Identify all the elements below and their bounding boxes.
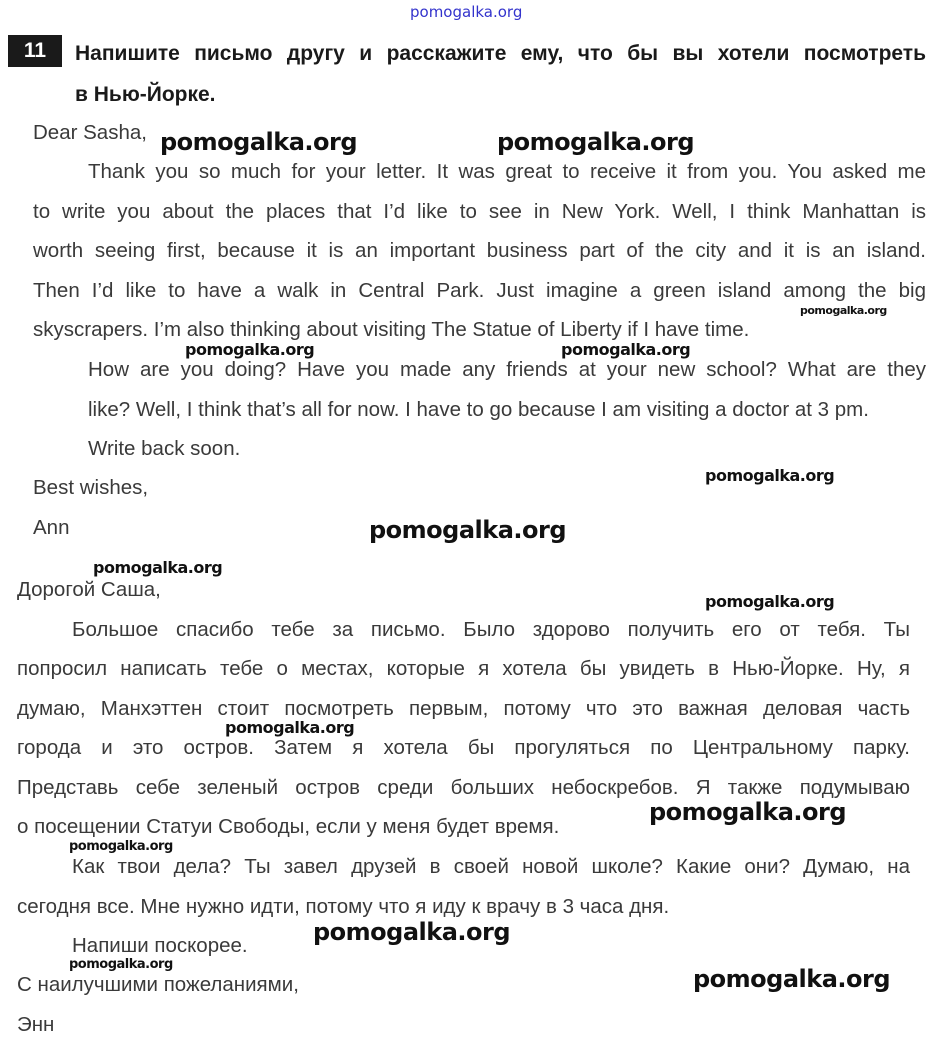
watermark: pomogalka.org [225, 718, 355, 737]
russian-line: о посещении Статуи Свободы, если у меня будет время. [17, 815, 560, 838]
watermark: pomogalka.org [705, 466, 835, 485]
watermark: pomogalka.org [649, 798, 847, 826]
russian-line: попросил написать тебе о местах, которые я хотела бы увидеть в Нью-Йорке. Ну, я [17, 657, 910, 680]
watermark: pomogalka.org [185, 340, 315, 359]
task-title-cont: в Нью-Йорке. [75, 83, 216, 106]
russian-line: С наилучшими пожеланиями, [17, 973, 299, 996]
task-title: Напишите письмо другу и расскажите ему, что бы вы хотели посмотреть [75, 42, 926, 65]
english-line: worth seeing first, because it is an important business part of the city and it is an island. [33, 239, 926, 262]
watermark: pomogalka.org [69, 957, 173, 972]
english-line: Ann [33, 516, 70, 539]
watermark: pomogalka.org [160, 128, 358, 156]
english-line: Thank you so much for your letter. It was great to receive it from you. You asked me [88, 160, 926, 183]
watermark: pomogalka.org [93, 558, 223, 577]
watermark: pomogalka.org [369, 516, 567, 544]
russian-line: Дорогой Саша, [17, 578, 161, 601]
russian-line: сегодня все. Мне нужно идти, потому что я иду к врачу в 3 часа дня. [17, 895, 670, 918]
english-line: skyscrapers. I’m also thinking about visiting The Statue of Liberty if I have time. [33, 318, 750, 341]
russian-line: Энн [17, 1013, 55, 1036]
russian-line: Большое спасибо тебе за письмо. Было здорово получить его от тебя. Ты [72, 618, 910, 641]
english-line: like? Well, I think that’s all for now. I have to go because I am visiting a doctor at 3 pm. [88, 398, 869, 421]
russian-line: думаю, Манхэттен стоит посмотреть первым, потому что это важная деловая часть [17, 697, 910, 720]
english-line: How are you doing? Have you made any friends at your new school? What are they [88, 358, 926, 381]
english-line: Then I’d like to have a walk in Central Park. Just imagine a green island among the big [33, 279, 926, 302]
watermark: pomogalka.org [69, 839, 173, 854]
task-number: 11 [8, 35, 62, 67]
russian-line: Напиши поскорее. [72, 934, 248, 957]
english-line: Write back soon. [88, 437, 241, 460]
english-line: to write you about the places that I’d like to see in New York. Well, I think Manhattan is [33, 200, 926, 223]
english-line: Dear Sasha, [33, 121, 147, 144]
russian-line: Представь себе зеленый остров среди больших небоскребов. Я также подумываю [17, 776, 910, 799]
russian-line: города и это остров. Затем я хотела бы прогуляться по Центральному парку. [17, 736, 910, 759]
watermark: pomogalka.org [497, 128, 695, 156]
russian-line: Как твои дела? Ты завел друзей в своей новой школе? Какие они? Думаю, на [72, 855, 910, 878]
watermark: pomogalka.org [800, 304, 887, 317]
english-line: Best wishes, [33, 476, 149, 499]
top-watermark: pomogalka.org [410, 3, 523, 21]
watermark: pomogalka.org [693, 965, 891, 993]
watermark: pomogalka.org [313, 918, 511, 946]
watermark: pomogalka.org [561, 340, 691, 359]
watermark: pomogalka.org [705, 592, 835, 611]
